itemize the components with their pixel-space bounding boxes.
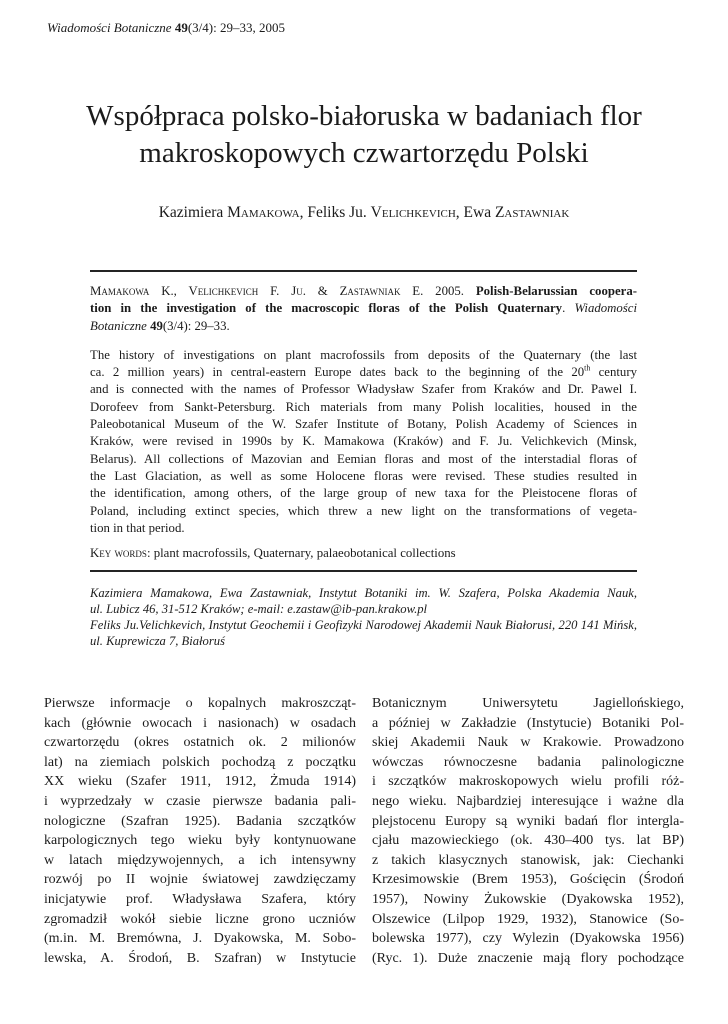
text-segment: Polish-Belarussian coopera-	[475, 284, 637, 298]
text-segment: , Ewa	[455, 204, 495, 221]
text-segment: Velichkevich	[370, 204, 456, 221]
text-line: ul. Lubicz 46, 31-512 Kraków; e-mail: e.zastaw@ib-pan.krakow.pl	[90, 602, 428, 617]
body-right-column	[372, 694, 684, 968]
text-segment: 49	[174, 20, 188, 35]
text-segment: (3/4): 29–33, 2005	[187, 20, 285, 35]
text-segment: (3/4): 29–33.	[162, 318, 230, 333]
text-line: nego wieku. Najbardziej interesujące i ważne dla	[372, 793, 684, 809]
text-line: Paleobotanical Museum of the W. Szafer Institute of Botany, Polish Academy of Sciences in	[90, 417, 637, 432]
text-line: makroskopowych czwartorzędu Polski	[139, 137, 589, 169]
text-line	[90, 364, 637, 381]
top-rule	[90, 270, 637, 272]
text-line: Botanicznym Uniwersytetu Jagiellońskiego,	[372, 696, 684, 711]
text-line: skiej Akademii Nauk w Krakowie. Prowadzono	[372, 735, 684, 751]
text-line: and is connected with the names of Professor Władysław Szafer from Kraków and Dr. Pawel I.	[90, 382, 637, 397]
text-line: lewska, A. Środoń, B. Szafran) w Instytucie	[44, 950, 356, 966]
bottom-rule	[90, 570, 637, 572]
text-segment: century	[590, 365, 637, 380]
text-segment: Kazimiera	[158, 204, 228, 221]
text-segment: Wiadomości	[574, 301, 637, 316]
text-segment: Zastawniak	[494, 204, 570, 221]
text-line: Feliks Ju.Velichkevich, Instytut Geochemii i Geofizyki Narodowej Akademii Nauk Białorusi, 220 141 Mińsk,	[90, 618, 637, 633]
authors-line	[0, 203, 728, 222]
text-line: czwartorzędu (okres ostatnich ok. 2 milionów	[44, 735, 356, 751]
text-line: i szczątków makroskopowych wielu profili róż-	[372, 774, 684, 790]
text-line: a później w Zakładzie (Instytucie) Botaniki Pol-	[372, 715, 684, 731]
text-line: z takich klasycznych stanowisk, jak: Ciechanki	[372, 852, 684, 868]
text-line: cjału mazowieckiego (ok. 430–400 tys. lat BP)	[372, 833, 684, 849]
text-line: the identification, among others, of the large group of new taxa for the Pleistocene floras of	[90, 486, 637, 501]
text-line: plejstocenu Europy są wyniki badań flor intergla-	[372, 813, 684, 829]
text-line: the Last Glaciation, as well as some Holocene floras were revised. These studies resulted in	[90, 468, 637, 483]
keywords-line	[90, 545, 637, 562]
text-line: nologiczne (Szafran 1925). Badania szczątków	[44, 813, 356, 829]
text-segment: : plant macrofossils, Quaternary, palaeobotanical collections	[146, 546, 456, 561]
affiliation-authors-krakow	[90, 585, 637, 617]
text-line: Poland, including extinct species, which threw a new light on the transformations of vegeta-	[90, 503, 637, 518]
text-line	[90, 318, 637, 335]
text-line	[90, 283, 637, 300]
text-line: Dorofeev from Sankt-Petersburg. Rich materials from many Polish localities, housed in the	[90, 399, 637, 414]
journal-header	[47, 20, 285, 36]
affiliation-author-minsk	[90, 617, 637, 649]
text-line: wówczas równoczesne badania palinologiczne	[372, 754, 684, 770]
text-line: Pierwsze informacje o kopalnych makroszcząt-	[44, 696, 356, 711]
text-line: lat) na ziemiach polskich pochodzą z początku	[44, 754, 356, 770]
text-segment: Key words	[90, 546, 147, 561]
text-line: rozwój po II wojnie światowej zawdzięczamy	[44, 872, 356, 888]
text-line: w latach międzywojennych, a ich intensywny	[44, 852, 356, 868]
article-title	[40, 98, 688, 172]
text-segment: Botaniczne	[90, 318, 151, 333]
text-line: XX wieku (Szafer 1911, 1912, Żmuda 1914)	[44, 774, 356, 790]
text-line: zgromadził wokół siebie liczne grono uczniów	[44, 911, 356, 927]
text-segment: , Feliks Ju.	[299, 204, 371, 221]
text-line: tion in that period.	[90, 520, 185, 535]
text-line: i wyprzedzały w czasie pierwsze badania pali-	[44, 793, 356, 809]
text-line	[90, 300, 637, 317]
text-line: The history of investigations on plant macrofossils from deposits of the Quaternary (the last	[90, 347, 637, 362]
text-segment: tion in the investigation of the macroscopic floras of the Polish Quaternary	[90, 301, 563, 316]
text-line: Olszewice (Lilpop 1929, 1932), Stanowice (So-	[372, 911, 684, 927]
text-line: (m.in. M. Bremówna, J. Dyakowska, M. Sobo-	[44, 931, 356, 947]
text-segment: ca. 2 million years) in central-eastern Europe dates back to the beginning of the 20	[90, 365, 585, 380]
text-segment: 2005.	[423, 284, 476, 298]
text-line: Belarus). All collections of Mazovian and Eemian floras and most of the interstadial floras of	[90, 451, 637, 466]
text-line: bolewska 1977), czy Wylezin (Dyakowska 1956)	[372, 931, 684, 947]
abstract-text	[90, 347, 637, 537]
text-segment: Mamakowa K., Velichkevich F. Ju. & Zastawniak E.	[90, 284, 424, 298]
text-segment: 49	[150, 318, 163, 333]
text-line: ul. Kuprewicza 7, Białoruś	[90, 634, 225, 649]
text-line: 1957), Nowiny Żukowskie (Dyakowska 1952),	[372, 891, 684, 907]
citation	[90, 283, 637, 335]
text-line: Kazimiera Mamakowa, Ewa Zastawniak, Instytut Botaniki im. W. Szafera, Polska Akademia Nauk,	[90, 586, 637, 601]
text-line: kach (głównie owocach i nasionach) w osadach	[44, 715, 356, 731]
text-line: (Ryc. 1). Duże znaczenie mają flory pochodzące	[372, 950, 684, 966]
affiliations	[90, 585, 637, 649]
body-left-column	[44, 694, 356, 968]
text-line: Kraków, were revised in 1990s by K. Mamakowa (Kraków) and F. Ju. Velichkevich (Minsk,	[90, 434, 637, 449]
text-line: Współpraca polsko-białoruska w badaniach flor	[86, 100, 642, 132]
abstract-block	[90, 270, 637, 649]
text-segment: .	[562, 301, 575, 316]
text-line: Krzesimowskie (Brem 1953), Gościęcin (Środoń	[372, 872, 684, 888]
text-line: inicjatywie prof. Władysława Szafera, który	[44, 891, 356, 907]
body-columns	[44, 694, 684, 968]
text-segment: th	[584, 364, 591, 373]
text-line: karpologicznych tego wieku były kontynuowane	[44, 833, 356, 849]
text-segment: Mamakowa	[227, 204, 300, 221]
text-segment: Wiadomości Botaniczne	[47, 20, 175, 35]
